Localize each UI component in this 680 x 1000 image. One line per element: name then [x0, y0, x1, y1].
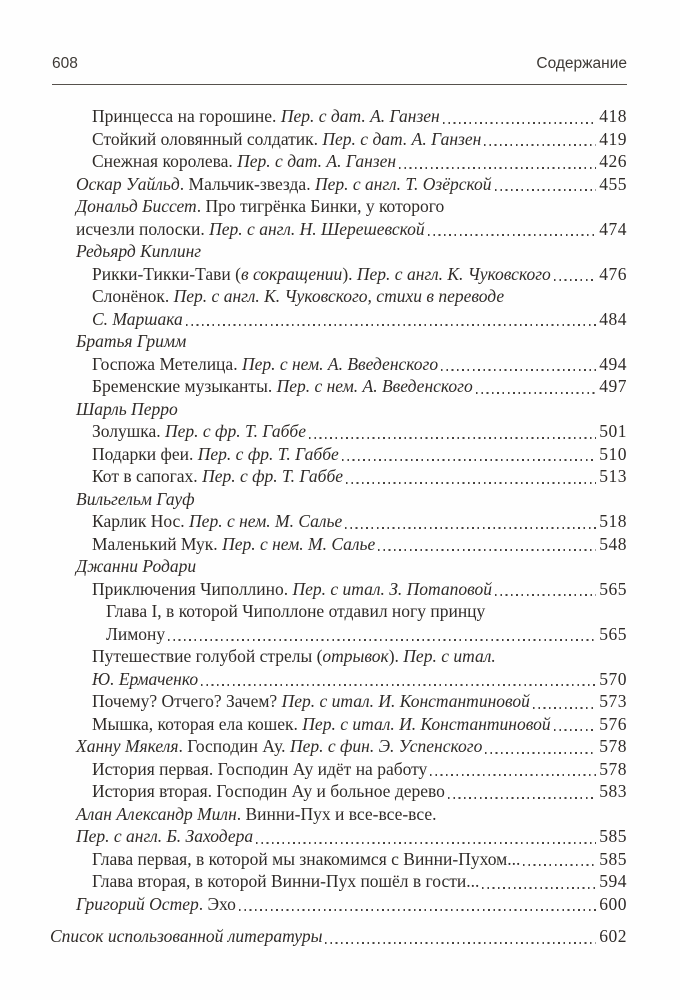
- toc-entry-text: [92, 375, 473, 398]
- toc-row: [50, 713, 627, 736]
- toc-entry-italic-segment: Пер. с англ. К. Чуковского, стихи в переводе: [173, 286, 505, 306]
- dot-leader: [399, 167, 596, 169]
- page-number-value: 565: [599, 623, 627, 644]
- toc-row: [50, 173, 627, 196]
- toc-entry-text: [92, 285, 504, 308]
- toc-entry-segment: Стойкий оловянный солдатик.: [92, 128, 323, 149]
- toc-row: [50, 443, 627, 466]
- toc-row: [50, 533, 627, 556]
- page-number-value: 585: [599, 826, 627, 846]
- toc-entry-text: [76, 240, 201, 263]
- toc-entry-segment: Бременские музыканты.: [92, 376, 277, 396]
- toc-entry-segment: ).: [388, 646, 404, 666]
- page-number-value: 513: [599, 466, 627, 486]
- toc-entry-text: [92, 645, 496, 668]
- toc-entry-text: [106, 600, 485, 623]
- dot-leader: [168, 639, 596, 641]
- dot-leader: [239, 909, 596, 911]
- dot-leader: [554, 279, 596, 281]
- toc-entry-segment: ).: [342, 263, 357, 284]
- toc-entry-text: [92, 690, 530, 713]
- dot-leader: [443, 122, 597, 124]
- toc-entry-italic-segment: Ю. Ермаченко: [92, 668, 199, 689]
- page-number-value: 578: [599, 758, 627, 779]
- toc-entry-text: [92, 780, 445, 803]
- toc-entry-text: [92, 353, 438, 376]
- toc-entry-segment: . Господин Ау.: [178, 736, 290, 756]
- toc-entry-segment: Золушка.: [92, 421, 165, 441]
- page-number-value: 497: [599, 376, 627, 396]
- toc-entry-segment: . Мальчик-звезда.: [179, 173, 315, 194]
- toc-entry-text: [76, 488, 195, 511]
- toc-entry-italic-segment: С. Маршака: [92, 308, 183, 329]
- toc-entry-text: [76, 555, 196, 578]
- toc-row: [50, 105, 627, 128]
- toc-entry-text: [76, 893, 236, 916]
- page-number-value: 583: [599, 781, 627, 801]
- toc-row: [50, 690, 627, 713]
- toc-entry-text: [92, 848, 520, 871]
- toc-row: [50, 488, 627, 511]
- toc-row: [50, 398, 627, 421]
- toc-entry-text: [76, 173, 492, 196]
- page-number-value: 602: [599, 926, 627, 946]
- toc-entry-italic-segment: Пер. с нем. А. Введенского: [276, 376, 473, 396]
- toc-entry-text: [76, 398, 178, 421]
- dot-leader: [430, 774, 596, 776]
- toc-entry-italic-segment: Пер. с итал. И. Константиновой: [302, 713, 551, 734]
- toc-entry-segment: Госпожа Метелица.: [92, 353, 242, 374]
- toc-entry-italic-segment: Пер. с дат. А. Ганзен: [280, 106, 440, 126]
- toc-entry-italic-segment: Пер. с нем. М. Салье: [189, 511, 343, 531]
- page-number-value: 474: [599, 218, 627, 239]
- toc-row: [50, 330, 627, 353]
- dot-leader: [495, 594, 596, 596]
- toc-entry-segment: Подарки феи.: [92, 443, 198, 464]
- toc-entry-text: [92, 420, 306, 443]
- toc-entry-italic-segment: Пер. с итал. И. Константиновой: [281, 691, 530, 711]
- toc-entry-italic-segment: Редьярд Киплинг: [76, 241, 202, 261]
- toc-entry-italic-segment: Пер. с дат. А. Ганзен: [237, 151, 397, 171]
- dot-leader: [346, 482, 596, 484]
- toc-entry-segment: Снежная королева.: [92, 151, 238, 171]
- toc-entry-segment: Рикки-Тикки-Тави (: [92, 263, 241, 284]
- toc-entry-italic-segment: Пер. с англ. К. Чуковского: [356, 263, 551, 284]
- page-number-value: 600: [599, 893, 627, 914]
- toc-entry-text: [92, 443, 339, 466]
- toc-entry-text: [92, 263, 551, 286]
- page-number-value: 418: [599, 106, 627, 126]
- toc-row: [50, 825, 627, 848]
- toc-entry-text: [92, 308, 183, 331]
- dot-leader: [201, 684, 596, 686]
- page-number-value: 419: [599, 128, 627, 149]
- toc-entry-text: [76, 195, 444, 218]
- toc-entry-italic-segment: Джанни Родари: [76, 556, 197, 576]
- toc-entry-italic-segment: Оскар Уайльд: [76, 173, 180, 194]
- toc-entry-italic-segment: Пер. с фр. Т. Габбе: [165, 421, 306, 441]
- page-number-value: 573: [599, 691, 627, 711]
- toc-entry-text: [92, 578, 492, 601]
- toc-entry-text: [106, 623, 165, 646]
- toc-row: [50, 375, 627, 398]
- toc-entry-italic-segment: Вильгельм Гауф: [76, 488, 195, 509]
- page-header: [52, 55, 627, 85]
- dot-leader: [378, 549, 596, 551]
- toc-row: [50, 420, 627, 443]
- dot-leader: [441, 369, 596, 371]
- toc-entry-text: [76, 803, 436, 826]
- toc-entry-segment: Мышка, которая ела кошек.: [92, 713, 303, 734]
- toc-entry-italic-segment: Пер. с нем. А. Введенского: [241, 353, 439, 374]
- toc-entry-italic-segment: отрывок: [322, 646, 389, 666]
- page-number-value: 594: [599, 871, 627, 891]
- toc-row: [50, 780, 627, 803]
- toc-entry-italic-segment: Шарль Перро: [76, 398, 178, 419]
- toc-entry-text: [92, 713, 551, 736]
- toc-row: [50, 600, 627, 623]
- toc-row: [50, 353, 627, 376]
- dot-leader: [186, 324, 597, 326]
- toc-row: [50, 150, 627, 173]
- toc-entry-text: [92, 105, 440, 128]
- toc-entry-segment: Почему? Отчего? Зачем?: [92, 691, 282, 711]
- toc-entry-italic-segment: Пер. с фр. Т. Габбе: [202, 466, 344, 486]
- dot-leader: [309, 437, 596, 439]
- toc-entry-segment: . Эхо: [198, 893, 236, 914]
- toc-entry-segment: История вторая. Господин Ау и больное дерево: [92, 781, 445, 801]
- page-number-value: 578: [599, 736, 627, 756]
- page-number-value: 570: [599, 668, 627, 689]
- dot-leader: [345, 527, 596, 529]
- toc-entry-segment: Кот в сапогах.: [92, 466, 203, 486]
- toc-entry-italic-segment: Пер. с фр. Т. Габбе: [197, 443, 339, 464]
- toc-entry-text: [76, 825, 253, 848]
- toc-entry-segment: История первая. Господин Ау идёт на работу: [92, 758, 428, 779]
- toc-entry-italic-segment: Список использованной литературы: [50, 926, 323, 946]
- toc-entry-italic-segment: Пер. с итал.: [403, 646, 496, 666]
- toc-entry-text: [92, 533, 375, 556]
- page-number-value: 494: [599, 353, 627, 374]
- toc-row: [50, 555, 627, 578]
- page-number-value: 565: [599, 578, 627, 599]
- toc-row: [50, 308, 627, 331]
- toc-entry-italic-segment: Пер. с итал. З. Потаповой: [292, 578, 493, 599]
- toc-entry-italic-segment: Пер. с англ. Т. Озёрской: [314, 173, 492, 194]
- toc-entry-text: [76, 330, 186, 353]
- dot-leader: [448, 797, 596, 799]
- toc-entry-italic-segment: Пер. с фин. Э. Успенского: [289, 736, 483, 756]
- dot-leader: [495, 189, 597, 191]
- toc-row: [50, 578, 627, 601]
- dot-leader: [554, 729, 597, 731]
- toc-entry-segment: Приключения Чиполлино.: [92, 578, 293, 599]
- page-number-value: 426: [599, 151, 627, 171]
- toc-entry-text: [92, 870, 479, 893]
- page-number-value: 484: [599, 308, 627, 329]
- dot-leader: [523, 864, 596, 866]
- toc-entry-italic-segment: в сокращении: [240, 263, 343, 284]
- toc-entry-italic-segment: Григорий Остер: [76, 893, 199, 914]
- page-number: 608: [52, 55, 78, 72]
- running-title: Содержание: [536, 55, 627, 72]
- toc-entry-italic-segment: Ханну Мякеля: [76, 736, 179, 756]
- toc-entry-segment: Лимону: [106, 623, 166, 644]
- toc-entry-segment: исчезли полоски.: [76, 218, 210, 239]
- toc-entry-segment: . Винни-Пух и все-все-все.: [236, 803, 437, 824]
- toc-entry-italic-segment: Пер. с дат. А. Ганзен: [322, 128, 482, 149]
- page-number-value: 476: [599, 263, 627, 284]
- dot-leader: [342, 459, 596, 461]
- toc-entry-italic-segment: Пер. с нем. М. Салье: [222, 533, 376, 554]
- toc-entry-segment: Путешествие голубой стрелы (: [92, 646, 323, 666]
- toc-entry-text: [92, 128, 481, 151]
- toc-entry-italic-segment: Пер. с англ. Н. Шерешевской: [209, 218, 425, 239]
- toc-list: [50, 105, 627, 948]
- toc-entry-segment: Глава первая, в которой мы знакомимся с Винни-Пухом...: [92, 848, 521, 869]
- toc-entry-italic-segment: Дональд Биссет: [76, 196, 197, 216]
- page-number-value: 501: [599, 421, 627, 441]
- toc-row: [50, 893, 627, 916]
- toc-row: [50, 623, 627, 646]
- toc-entry-segment: Принцесса на горошине.: [92, 106, 281, 126]
- toc-entry-text: [92, 668, 198, 691]
- toc-entry-segment: . Про тигрёнка Бинки, у которого: [196, 196, 445, 216]
- toc-row: [50, 285, 627, 308]
- toc-row: [50, 735, 627, 758]
- page-number-value: 548: [599, 533, 627, 554]
- toc-entry-segment: Слонёнок.: [92, 286, 174, 306]
- toc-entry-italic-segment: Братья Гримм: [76, 331, 187, 351]
- toc-row: [50, 870, 627, 893]
- toc-entry-text: [92, 150, 396, 173]
- page-number-value: 576: [599, 713, 627, 734]
- toc-entry-segment: Глава вторая, в которой Винни-Пух пошёл в гости...: [92, 871, 480, 891]
- toc-row: [50, 510, 627, 533]
- toc-row: [50, 848, 627, 871]
- toc-row: [50, 465, 627, 488]
- dot-leader: [256, 842, 596, 844]
- toc-entry-segment: Глава I, в которой Чиполлоне отдавил ногу принцу: [106, 601, 486, 621]
- page-number-value: 518: [599, 511, 627, 531]
- page-number-value: 510: [599, 443, 627, 464]
- toc-entry-text: [92, 465, 343, 488]
- toc-row: [50, 803, 627, 826]
- dot-leader: [533, 707, 596, 709]
- toc-entry-italic-segment: Алан Александр Милн: [76, 803, 237, 824]
- toc-row: [50, 645, 627, 668]
- toc-entry-italic-segment: Пер. с англ. Б. Заходера: [76, 826, 254, 846]
- toc-row: [50, 195, 627, 218]
- toc-entry-segment: Маленький Мук.: [92, 533, 223, 554]
- toc-row: [50, 758, 627, 781]
- toc-entry-segment: Карлик Нос.: [92, 511, 190, 531]
- page-number-value: 455: [599, 173, 627, 194]
- dot-leader: [476, 392, 597, 394]
- toc-entry-text: [76, 218, 425, 241]
- dot-leader: [485, 752, 596, 754]
- toc-entry-text: [76, 735, 482, 758]
- toc-entry-text: [92, 758, 427, 781]
- toc-row: [50, 240, 627, 263]
- toc-row: [50, 218, 627, 241]
- dot-leader: [325, 942, 596, 944]
- dot-leader: [482, 887, 596, 889]
- page-number-value: 585: [599, 848, 627, 869]
- dot-leader: [484, 144, 596, 146]
- toc-row: [50, 128, 627, 151]
- toc-row: [50, 668, 627, 691]
- toc-entry-text: [92, 510, 342, 533]
- toc-row: [50, 263, 627, 286]
- toc-row: [50, 925, 627, 948]
- toc-entry-text: [50, 925, 322, 948]
- dot-leader: [428, 234, 597, 236]
